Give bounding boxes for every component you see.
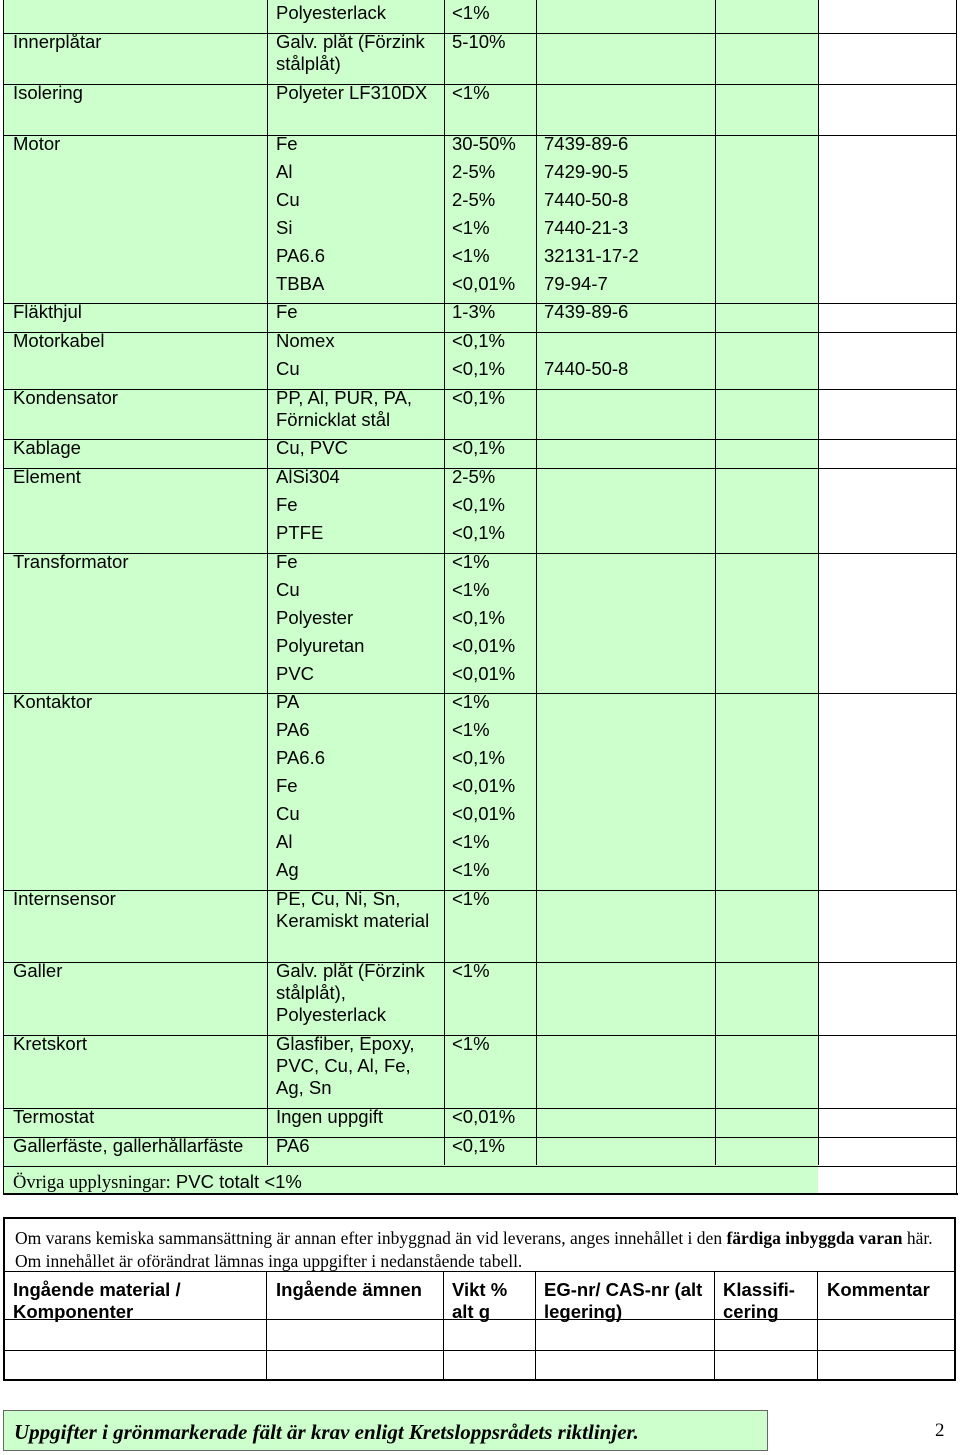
row-divider	[5, 1271, 954, 1272]
cell-weight: <0,1%	[452, 387, 505, 408]
column-divider	[444, 0, 445, 1165]
cell-component: Kontaktor	[13, 691, 93, 712]
cell-weight: <1%	[452, 551, 490, 572]
footer-note	[3, 1410, 768, 1451]
column-divider	[818, 0, 819, 1165]
cell-material: Fe	[276, 551, 298, 572]
cell-component: Kondensator	[13, 387, 118, 408]
cell-component: Kablage	[13, 437, 81, 458]
cell-material: Fe	[276, 301, 298, 322]
cell-weight: <1%	[452, 579, 490, 600]
cell-material: Si	[276, 217, 293, 238]
header-classification: Klassifi-cering	[723, 1279, 795, 1322]
row-divider	[3, 1166, 956, 1167]
cell-material: PP, Al, PUR, PA, Förnicklat stål	[276, 387, 413, 430]
cell-cas: 7439-89-6	[544, 301, 629, 322]
cell-material: PE, Cu, Ni, Sn, Keramiskt material	[276, 888, 430, 931]
cell-component: Fläkthjul	[13, 301, 82, 322]
cell-component: Innerplåtar	[13, 31, 102, 52]
built-in-note	[15, 1227, 945, 1273]
cell-cas: 79-94-7	[544, 273, 608, 294]
cell-material: Ag	[276, 859, 299, 880]
cell-weight: <0,1%	[452, 358, 505, 379]
cell-component: Motorkabel	[13, 330, 105, 351]
cell-material: AlSi304	[276, 466, 340, 487]
cell-weight: <0,01%	[452, 775, 516, 796]
cell-weight: 2-5%	[452, 161, 496, 182]
cell-component: Isolering	[13, 82, 83, 103]
cell-cas: 7429-90-5	[544, 161, 629, 182]
cell-weight: <1%	[452, 859, 490, 880]
header-substances: Ingående ämnen	[276, 1279, 422, 1300]
cell-component: Internsensor	[13, 888, 116, 909]
row-divider	[5, 1350, 954, 1351]
page-number: 2	[935, 1420, 945, 1441]
column-divider	[956, 0, 957, 1193]
cell-material: PA6.6	[276, 245, 326, 266]
cell-material: Polyesterlack	[276, 2, 387, 23]
cell-weight: <1%	[452, 217, 490, 238]
cell-cas: 32131-17-2	[544, 245, 639, 266]
cell-cas: 7440-50-8	[544, 358, 629, 379]
cell-weight: <1%	[452, 831, 490, 852]
cell-material: Nomex	[276, 330, 335, 351]
cell-material: Galv. plåt (Förzink stålplåt)	[276, 31, 425, 74]
note-text-bold: färdiga inbyggda varan	[726, 1228, 903, 1248]
cell-material: PA6.6	[276, 747, 326, 768]
cell-weight: <0,01%	[452, 635, 516, 656]
cell-weight: <1%	[452, 719, 490, 740]
cell-weight: 5-10%	[452, 31, 506, 52]
note-text-part1: Om varans kemiska sammansättning är annan efter inbyggnad än vid leverans, anges innehållet i den	[15, 1228, 727, 1248]
cell-weight: <0,1%	[452, 607, 505, 628]
other-info	[13, 1171, 302, 1194]
column-divider	[3, 0, 4, 1193]
column-divider	[714, 1271, 715, 1379]
cell-material: Cu	[276, 189, 300, 210]
note-text-part2: här. Om innehållet är oförändrat lämnas inga uppgifter i nedanstående tabell.	[15, 1228, 933, 1271]
cell-weight: <1%	[452, 691, 490, 712]
cell-weight: <1%	[452, 960, 490, 981]
cell-cas: 7440-50-8	[544, 189, 629, 210]
cell-weight: <1%	[452, 2, 490, 23]
cell-material: PVC	[276, 663, 315, 684]
cell-weight: 2-5%	[452, 189, 496, 210]
column-divider	[817, 1271, 818, 1379]
cell-weight: <1%	[452, 1033, 490, 1054]
cell-component: Termostat	[13, 1106, 95, 1127]
materials-table	[3, 0, 958, 1195]
cell-material: PA6	[276, 1135, 310, 1156]
cell-material: Polyeter LF310DX	[276, 82, 428, 103]
other-info-label: Övriga upplysningar:	[13, 1173, 171, 1193]
cell-weight: <0,01%	[452, 1106, 516, 1127]
cell-weight: 2-5%	[452, 466, 496, 487]
cell-material: Ingen uppgift	[276, 1106, 383, 1127]
header-comment: Kommentar	[827, 1279, 930, 1300]
cell-component: Galler	[13, 960, 63, 981]
cell-material: Cu, PVC	[276, 437, 348, 458]
column-divider	[535, 1271, 536, 1379]
column-divider	[266, 1271, 267, 1379]
cell-material: Fe	[276, 494, 298, 515]
cell-material: Polyuretan	[276, 635, 365, 656]
cell-material: Cu	[276, 803, 300, 824]
cell-weight: <1%	[452, 888, 490, 909]
cell-material: Al	[276, 161, 293, 182]
other-info-value: PVC totalt <1%	[170, 1171, 302, 1192]
column-divider	[267, 0, 268, 1165]
cell-weight: 30-50%	[452, 133, 516, 154]
cell-weight: <1%	[452, 82, 490, 103]
cell-material: TBBA	[276, 273, 325, 294]
cell-material: Cu	[276, 579, 300, 600]
cell-component: Motor	[13, 133, 61, 154]
cell-component: Transformator	[13, 551, 129, 572]
cell-weight: <0,01%	[452, 663, 516, 684]
cell-weight: <0,1%	[452, 494, 505, 515]
cell-weight: <1%	[452, 245, 490, 266]
comment-column-area	[818, 0, 958, 1195]
cell-weight: <0,1%	[452, 437, 505, 458]
cell-material: Glasfiber, Epoxy, PVC, Cu, Al, Fe, Ag, Sn	[276, 1033, 415, 1098]
cell-material: PTFE	[276, 522, 324, 543]
cell-weight: <0,1%	[452, 330, 505, 351]
header-material: Ingående material / Komponenter	[13, 1279, 181, 1322]
cell-component: Gallerfäste, gallerhållarfäste	[13, 1135, 244, 1156]
footer-text: Uppgifter i grönmarkerade fält är krav enligt Kretsloppsrådets riktlinjer.	[14, 1420, 639, 1444]
cell-cas: 7440-21-3	[544, 217, 629, 238]
cell-material: PA	[276, 691, 300, 712]
cell-material: PA6	[276, 719, 310, 740]
cell-weight: <0,1%	[452, 1135, 505, 1156]
cell-weight: <0,01%	[452, 273, 516, 294]
cell-weight: <0,1%	[452, 522, 505, 543]
cell-material: Fe	[276, 133, 298, 154]
built-in-section	[3, 1217, 956, 1381]
cell-weight: <0,01%	[452, 803, 516, 824]
cell-material: Fe	[276, 775, 298, 796]
cell-material: Cu	[276, 358, 300, 379]
header-cas: EG-nr/ CAS-nr (alt legering)	[544, 1279, 703, 1322]
cell-weight: <0,1%	[452, 747, 505, 768]
header-weight: Vikt % alt g	[452, 1279, 508, 1322]
cell-material: Galv. plåt (Förzink stålplåt), Polyesterlack	[276, 960, 425, 1025]
cell-weight: 1-3%	[452, 301, 496, 322]
cell-component: Kretskort	[13, 1033, 88, 1054]
cell-material: Al	[276, 831, 293, 852]
cell-material: Polyester	[276, 607, 354, 628]
cell-component: Element	[13, 466, 81, 487]
column-divider	[715, 0, 716, 1165]
cell-cas: 7439-89-6	[544, 133, 629, 154]
